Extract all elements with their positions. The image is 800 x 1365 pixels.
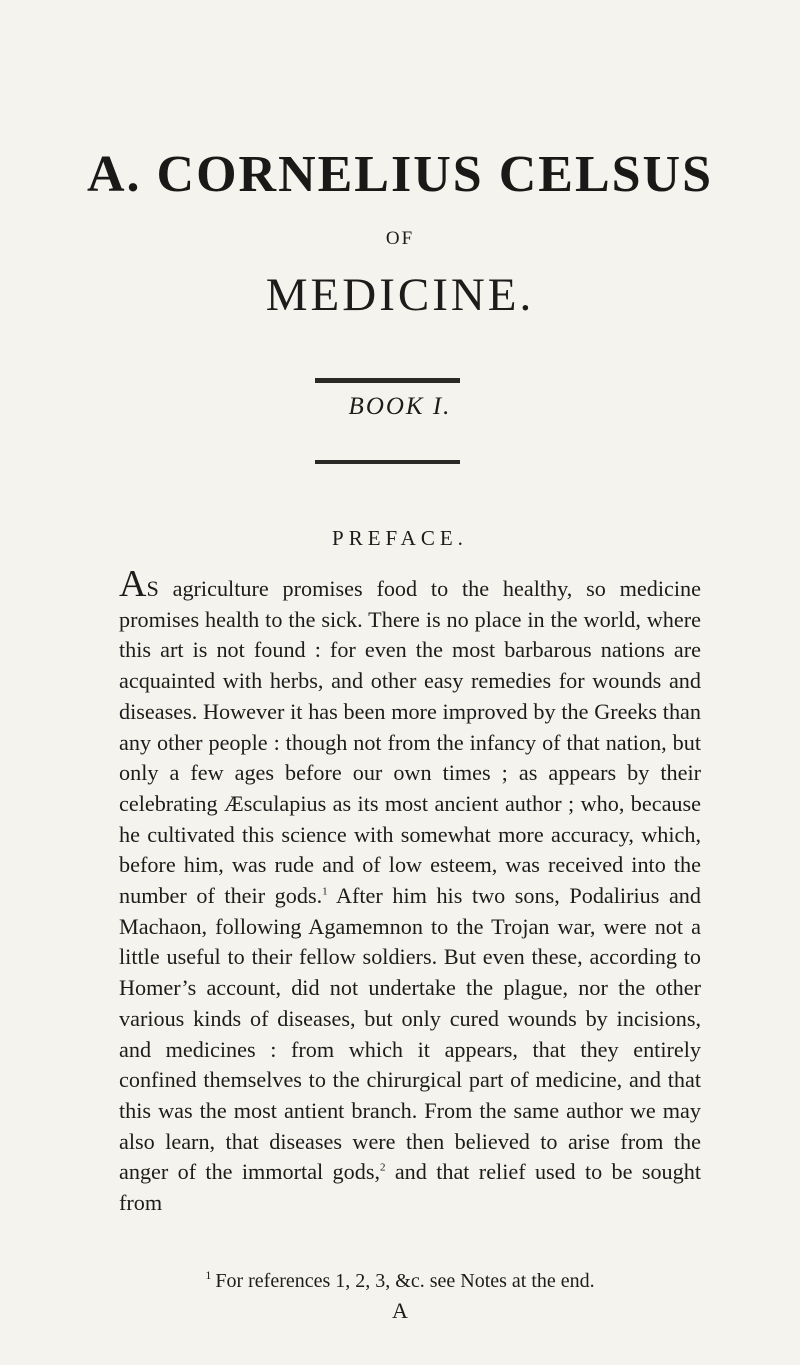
drop-cap: A <box>119 563 147 605</box>
footnote-mark: 1 <box>205 1268 212 1283</box>
signature-mark: A <box>392 1298 408 1323</box>
author-title: A. CORNELIUS CELSUS <box>86 146 714 203</box>
footnote-text: For references 1, 2, 3, &c. see Notes at the end. <box>215 1270 595 1292</box>
paragraph-text-1: S agriculture promises food to the healthy, so medicine promises health to the sick. There is no place in the world, where this art is not found : for even the most barbarous nations are acquainted with herbs, and other easy remedies for wounds and diseases. However it has been more improved by the Greeks than any other people : though not from the infancy of that nation, but only a few ages before our own times ; as appears by their celebrating Æsculapius as its most ancient author ; who, because he cultivated this science with somewhat more accuracy, which, before him, was rude and of low esteem, was received into the number of their gods. <box>119 576 701 909</box>
paragraph-text-3: and that relief used to be sought from <box>119 1159 701 1216</box>
subtitle-of: OF <box>385 228 415 249</box>
note-ref-1: 1 <box>322 885 328 898</box>
preface-paragraph <box>119 563 701 1219</box>
note-ref-2: 2 <box>380 1161 386 1174</box>
paragraph-text-2: After him his two sons, Podalirius and Machaon, following Agamemnon to the Trojan war, were not a little useful to their fellow soldiers. But even these, according to Homer’s account, did not undertake the plague, nor the other various kinds of diseases, but only cured wounds by incisions, and medicines : from which it appears, that they entirely confined themselves to the chirurgical part of medicine, and that this was the most antient branch. From the same author we may also learn, that diseases were then believed to arise from the anger of the immortal gods, <box>119 883 701 1185</box>
book-heading: BOOK I. <box>348 393 452 420</box>
top-rule <box>315 378 460 383</box>
bottom-rule <box>315 460 460 464</box>
subject-title: MEDICINE. <box>265 269 535 321</box>
preface-heading: PREFACE. <box>332 526 468 550</box>
footnote <box>0 1270 800 1293</box>
